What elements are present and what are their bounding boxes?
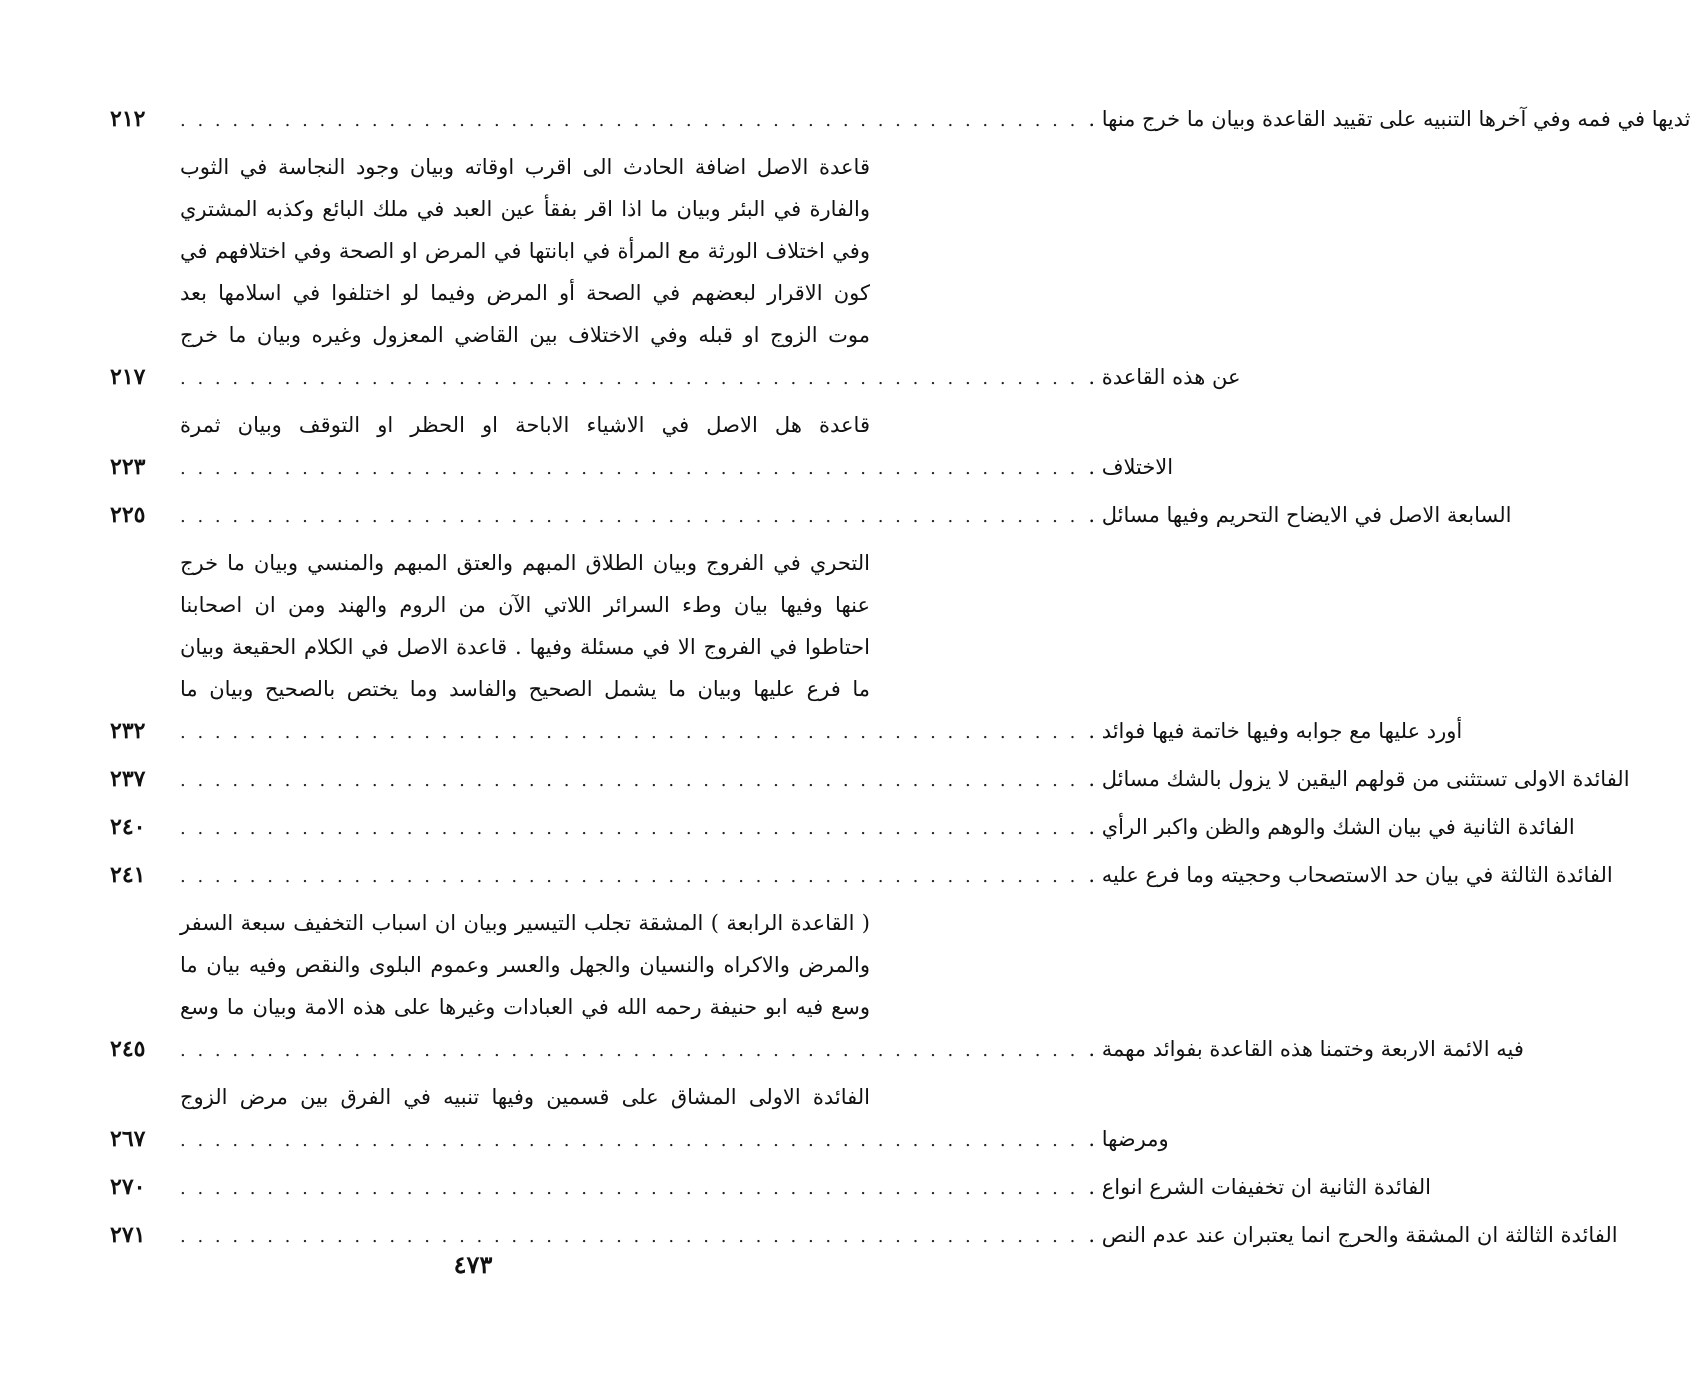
table-of-contents xyxy=(110,98,1691,1262)
toc-line xyxy=(110,758,1630,800)
dot-leader: . . . . . . . . . . . . . . . . . . . . . . . . . . . . . . . . . . . . . . . . . . . . . . . . . . . . xyxy=(180,110,1079,131)
toc-page-number: ٢٤١ xyxy=(110,862,146,888)
toc-text: السابعة الاصل في الايضاح التحريم وفيها مسائل . xyxy=(1088,503,1512,527)
toc-page-number: ٢١٧ xyxy=(110,364,146,390)
toc-leader-line xyxy=(180,446,1173,490)
toc-entry xyxy=(110,806,1575,848)
toc-line xyxy=(110,1028,1524,1070)
toc-leader-line xyxy=(180,806,1575,850)
toc-line xyxy=(110,404,870,446)
dot-leader: . . . . . . . . . . . . . . . . . . . . . . . . . . . . . . . . . . . . . . . . . . . . . . . . . . . . xyxy=(180,770,1079,791)
toc-page-number: ٢٢٣ xyxy=(110,454,146,480)
toc-line xyxy=(110,146,870,188)
dot-leader: . . . . . . . . . . . . . . . . . . . . . . . . . . . . . . . . . . . . . . . . . . . . . . . . . . . . xyxy=(180,1178,1079,1199)
toc-line xyxy=(110,854,1613,896)
toc-page-number: ٢٦٧ xyxy=(110,1126,146,1152)
toc-text: الفائدة الثانية ان تخفيفات الشرع انواع . xyxy=(1088,1175,1431,1199)
toc-page-number: ٢٣٢ xyxy=(110,718,146,744)
toc-leader-line xyxy=(180,854,1613,898)
toc-entry xyxy=(110,1076,1169,1160)
toc-text: قاعدة الاصل اضافة الحادث الى اقرب اوقاته وبيان وجود النجاسة في الثوب xyxy=(180,155,870,179)
toc-line xyxy=(110,188,870,230)
toc-leader-line xyxy=(180,758,1630,802)
toc-text: الفائدة الثانية في بيان الشك والوهم والظن واكبر الرأي . xyxy=(1088,815,1575,839)
toc-page-number: ٢٧٠ xyxy=(110,1174,146,1200)
toc-line xyxy=(110,1118,1169,1160)
toc-entry xyxy=(110,542,1463,752)
toc-leader-line xyxy=(180,494,1512,538)
dot-leader: . . . . . . . . . . . . . . . . . . . . . . . . . . . . . . . . . . . . . . . . . . . . . . . . . . . . xyxy=(180,458,1079,479)
toc-entry xyxy=(110,146,1241,398)
toc-text: فيه الائمة الاربعة وختمنا هذه القاعدة بفوائد مهمة . xyxy=(1088,1037,1524,1061)
toc-line xyxy=(110,626,870,668)
toc-text: كون الاقرار لبعضهم في الصحة أو المرض وفيما لو اختلفوا في اسلامها بعد xyxy=(180,281,870,305)
dot-leader: . . . . . . . . . . . . . . . . . . . . . . . . . . . . . . . . . . . . . . . . . . . . . . . . . . . . xyxy=(180,1130,1079,1151)
toc-text: ثديها في فمه وفي آخرها التنبيه على تقييد القاعدة وبيان ما خرج منها . xyxy=(1088,107,1691,131)
toc-line xyxy=(110,230,870,272)
toc-leader-line xyxy=(180,710,1462,754)
toc-line xyxy=(110,446,1174,488)
toc-text: الفائدة الثالثة في بيان حد الاستصحاب وحجيته وما فرع عليه . xyxy=(1088,863,1613,887)
toc-line xyxy=(110,98,1691,140)
toc-entry xyxy=(110,494,1512,536)
toc-page-number: ٢٤٥ xyxy=(110,1036,146,1062)
toc-text: الفائدة الاولى تستثنى من قولهم اليقين لا يزول بالشك مسائل . xyxy=(1088,767,1630,791)
toc-entry xyxy=(110,758,1630,800)
toc-leader-line xyxy=(180,1118,1169,1162)
toc-line xyxy=(110,902,870,944)
toc-line xyxy=(110,494,1512,536)
toc-line xyxy=(110,710,1463,752)
dot-leader: . . . . . . . . . . . . . . . . . . . . . . . . . . . . . . . . . . . . . . . . . . . . . . . . . . . . xyxy=(180,818,1079,839)
toc-text: التحري في الفروج وبيان الطلاق المبهم والعتق المبهم والمنسي وبيان ما خرج xyxy=(180,551,870,575)
toc-page-number: ٢٣٧ xyxy=(110,766,146,792)
toc-page-number: ٢٤٠ xyxy=(110,814,146,840)
toc-text: وسع فيه ابو حنيفة رحمه الله في العبادات وغيرها على هذه الامة وبيان ما وسع xyxy=(180,995,870,1019)
toc-line xyxy=(110,806,1575,848)
dot-leader: . . . . . . . . . . . . . . . . . . . . . . . . . . . . . . . . . . . . . . . . . . . . . . . . . . . . xyxy=(180,368,1079,389)
toc-line xyxy=(110,272,870,314)
toc-text: الاختلاف . xyxy=(1088,455,1174,479)
toc-leader-line xyxy=(180,356,1240,400)
toc-leader-line xyxy=(180,98,1691,142)
toc-text: عنها وفيها بيان وطء السرائر اللاتي الآن من الروم والهند ومن ان اصحابنا xyxy=(180,593,870,617)
toc-entry xyxy=(110,1166,1431,1208)
toc-text: ومرضها . xyxy=(1088,1127,1169,1151)
dot-leader: . . . . . . . . . . . . . . . . . . . . . . . . . . . . . . . . . . . . . . . . . . . . . . . . . . . . xyxy=(180,1226,1079,1247)
toc-entry xyxy=(110,404,1174,488)
toc-entry xyxy=(110,854,1613,896)
toc-text: ( القاعدة الرابعة ) المشقة تجلب التيسير وبيان ان اسباب التخفيف سبعة السفر xyxy=(180,911,870,935)
toc-text: موت الزوج او قبله وفي الاختلاف بين القاضي المعزول وغيره وبيان ما خرج xyxy=(180,323,870,347)
toc-page-number: ٢١٢ xyxy=(110,106,146,132)
toc-line xyxy=(110,356,1241,398)
toc-line xyxy=(110,1076,870,1118)
toc-line xyxy=(110,944,870,986)
dot-leader: . . . . . . . . . . . . . . . . . . . . . . . . . . . . . . . . . . . . . . . . . . . . . . . . . . . . xyxy=(180,506,1079,527)
page-number: ٤٧٣ xyxy=(453,1250,493,1279)
dot-leader: . . . . . . . . . . . . . . . . . . . . . . . . . . . . . . . . . . . . . . . . . . . . . . . . . . . . xyxy=(180,866,1079,887)
toc-text: عن هذه القاعدة . xyxy=(1088,365,1241,389)
toc-text: الفائدة الثالثة ان المشقة والحرج انما يعتبران عند عدم النص . xyxy=(1088,1223,1618,1247)
toc-text: وفي اختلاف الورثة مع المرأة في ابانتها في المرض او الصحة وفي اختلافهم في xyxy=(180,239,870,263)
toc-text: قاعدة هل الاصل في الاشياء الاباحة او الحظر او التوقف وبيان ثمرة xyxy=(180,413,870,437)
toc-leader-line xyxy=(180,1028,1524,1072)
toc-line xyxy=(110,1166,1431,1208)
toc-leader-line xyxy=(180,1166,1431,1210)
toc-line xyxy=(110,668,870,710)
toc-text: الفائدة الاولى المشاق على قسمين وفيها تنبيه في الفرق بين مرض الزوج xyxy=(180,1085,870,1109)
toc-text: والفارة في البئر وبيان ما اذا اقر بفقأ عين العبد في ملك البائع وكذبه المشتري xyxy=(180,197,870,221)
toc-text: ما فرع عليها وبيان ما يشمل الصحيح والفاسد وما يختص بالصحيح وبيان ما xyxy=(180,677,870,701)
toc-line xyxy=(110,584,870,626)
toc-page-number: ٢٧١ xyxy=(110,1222,146,1248)
toc-line xyxy=(110,314,870,356)
toc-entry xyxy=(110,902,1524,1070)
toc-page-number: ٢٢٥ xyxy=(110,502,146,528)
toc-line xyxy=(110,986,870,1028)
dot-leader: . . . . . . . . . . . . . . . . . . . . . . . . . . . . . . . . . . . . . . . . . . . . . . . . . . . . xyxy=(180,1040,1079,1061)
dot-leader: . . . . . . . . . . . . . . . . . . . . . . . . . . . . . . . . . . . . . . . . . . . . . . . . . . . . xyxy=(180,722,1079,743)
toc-entry xyxy=(110,98,1691,140)
toc-text: احتاطوا في الفروج الا في مسئلة وفيها . قاعدة الاصل في الكلام الحقيعة وبيان xyxy=(180,635,870,659)
toc-line xyxy=(110,542,870,584)
toc-text: والمرض والاكراه والنسيان والجهل والعسر وعموم البلوى والنقص وفيه بيان ما xyxy=(180,953,870,977)
toc-text: أورد عليها مع جوابه وفيها خاتمة فيها فوائد . xyxy=(1088,719,1463,743)
